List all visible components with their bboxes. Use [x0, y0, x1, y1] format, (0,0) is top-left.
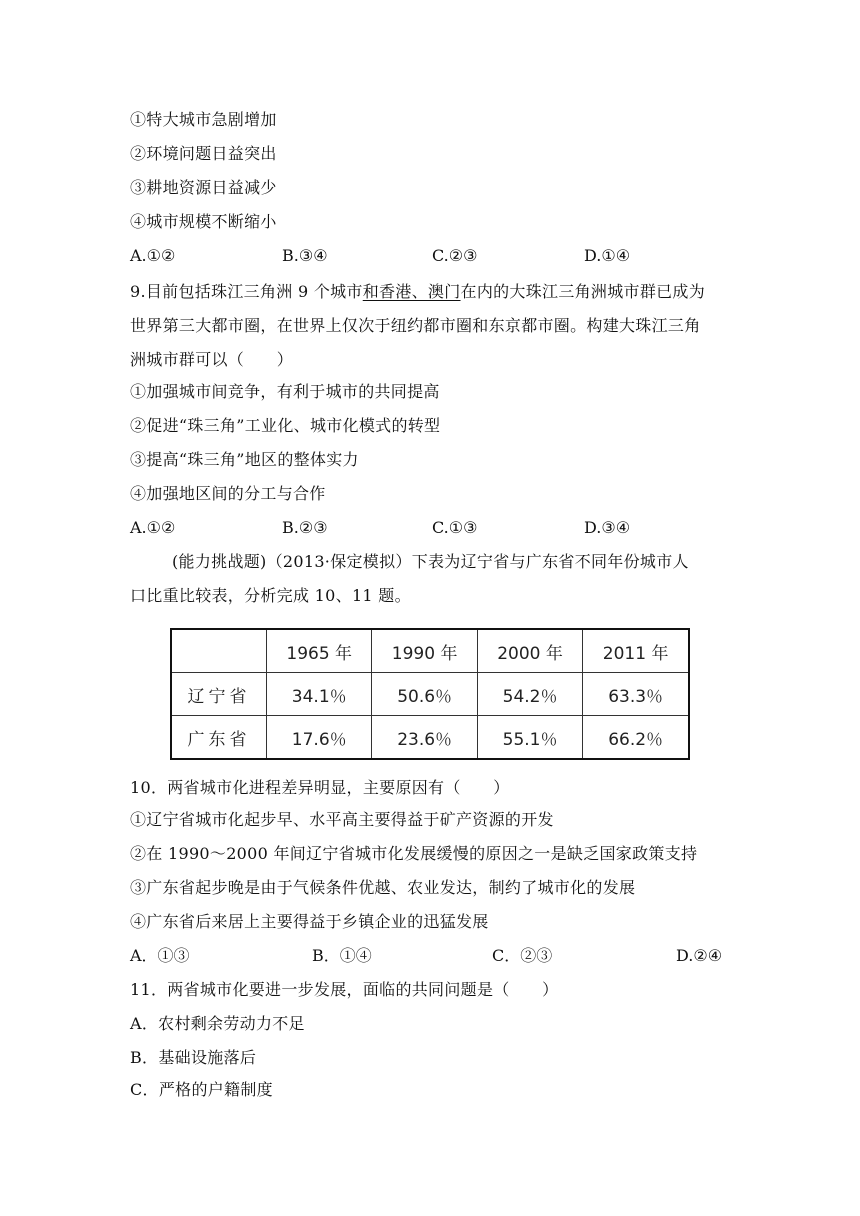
q10-item-1: ①辽宁省城市化起步早、水平高主要得益于矿产资源的开发 — [130, 810, 554, 829]
table-row-label: 广东省 — [171, 716, 267, 760]
q8-item-3: ③耕地资源日益减少 — [130, 178, 277, 197]
table-cell: 23.6％ — [372, 716, 477, 760]
q9-option-a: A.①② — [130, 518, 176, 537]
q8-item-4: ④城市规模不断缩小 — [130, 212, 277, 231]
q11-option-a: A．农村剩余劳动力不足 — [130, 1014, 305, 1033]
q9-stem-line-2: 世界第三大都市圈，在世界上仅次于纽约都市圈和东京都市圈。构建大珠江三角 — [130, 316, 701, 335]
q9-item-3: ③提高“珠三角”地区的整体实力 — [130, 450, 359, 469]
q9-item-2: ②促进“珠三角”工业化、城市化模式的转型 — [130, 416, 441, 435]
q8-option-c: C.②③ — [432, 246, 478, 265]
q9-stem-post: 在内的大珠江三角洲城市群已成为 — [460, 282, 706, 301]
q8-item-2: ②环境问题日益突出 — [130, 144, 277, 163]
table-cell: 17.6％ — [267, 716, 372, 760]
table-row-label: 辽宁省 — [171, 673, 267, 716]
q10-option-d: D.②④ — [676, 946, 723, 965]
urban-population-table — [170, 628, 690, 760]
table-corner-cell — [171, 629, 267, 673]
q8-option-b: B.③④ — [282, 246, 328, 265]
q9-item-4: ④加强地区间的分工与合作 — [130, 484, 326, 503]
q9-stem-line-3: 洲城市群可以（ ） — [130, 350, 294, 369]
q8-item-1: ①特大城市急剧增加 — [130, 110, 277, 129]
table-cell: 34.1％ — [267, 673, 372, 716]
q11-option-b: B．基础设施落后 — [130, 1048, 257, 1067]
q8-option-d: D.①④ — [584, 246, 631, 265]
q10-option-b: B．①④ — [312, 946, 372, 965]
q9-stem-pre: 9.目前包括珠江三角洲 9 个城市 — [130, 282, 363, 301]
intro-line-1: (能力挑战题)（2013·保定模拟）下表为辽宁省与广东省不同年份城市人 — [172, 552, 689, 571]
q10-option-a: A．①③ — [130, 946, 190, 965]
q10-item-2: ②在 1990～2000 年间辽宁省城市化发展缓慢的原因之一是缺乏国家政策支持 — [130, 844, 698, 863]
table-cell: 55.1％ — [477, 716, 582, 760]
q11-option-c: C．严格的户籍制度 — [130, 1080, 273, 1099]
table-header-cell: 2000 年 — [477, 629, 582, 673]
q9-option-d: D.③④ — [584, 518, 631, 537]
table-header-cell: 1965 年 — [267, 629, 372, 673]
q9-option-c: C.①③ — [432, 518, 478, 537]
table-header-cell: 2011 年 — [583, 629, 689, 673]
table-row — [171, 716, 689, 760]
q11-stem: 11．两省城市化要进一步发展，面临的共同问题是（ ） — [130, 980, 559, 999]
table-cell: 50.6％ — [372, 673, 477, 716]
q9-stem-underlined: 和香港、澳门 — [362, 282, 461, 301]
table-cell: 66.2％ — [583, 716, 689, 760]
table-header-cell: 1990 年 — [372, 629, 477, 673]
table-row — [171, 673, 689, 716]
q8-option-a: A.①② — [130, 246, 176, 265]
table-cell: 54.2％ — [477, 673, 582, 716]
q10-stem: 10．两省城市化进程差异明显，主要原因有（ ） — [130, 778, 510, 797]
q10-item-4: ④广东省后来居上主要得益于乡镇企业的迅猛发展 — [130, 912, 489, 931]
table-cell: 63.3％ — [583, 673, 689, 716]
q9-stem-line-1 — [130, 282, 705, 302]
q9-item-1: ①加强城市间竞争，有利于城市的共同提高 — [130, 382, 440, 401]
q9-option-b: B.②③ — [282, 518, 328, 537]
intro-line-2: 口比重比较表，分析完成 10、11 题。 — [130, 586, 411, 605]
q10-item-3: ③广东省起步晚是由于气候条件优越、农业发达，制约了城市化的发展 — [130, 878, 636, 897]
q10-option-c: C．②③ — [492, 946, 553, 965]
table-header-row — [171, 629, 689, 673]
